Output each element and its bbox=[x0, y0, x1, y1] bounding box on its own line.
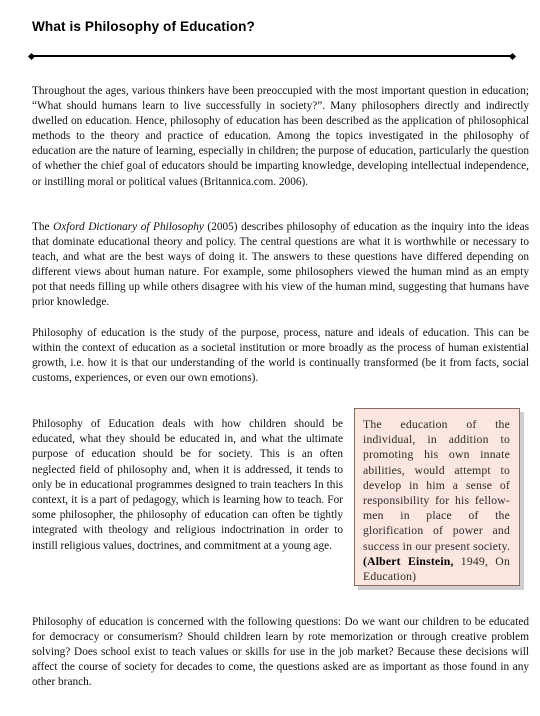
quote-text: The education of the individual, in addition to promoting his own innate abilities, would attempt to develop in him a sense of responsibility for his fellow-men in place of the glorification of power and success in our present society. bbox=[363, 418, 510, 553]
title-divider bbox=[32, 55, 512, 57]
paragraph-children-education: Philosophy of Education deals with how children should be educated, what they should be educated in, and what the ultimate purpose of education should be for society. This is an often neglected field of philosophy and, when it is addressed, it tends to only be in educational programmes designed to train teachers In this context, it is a part of pedagogy, which is learning how to teach. For some philosopher, the philosophy of education can often be tightly integrated with theology and religious indoctrination in order to instill religious values, doctrines, and commitment at a young age. bbox=[32, 418, 343, 552]
paragraph-oxford-lead: The bbox=[32, 221, 54, 233]
einstein-quote-box bbox=[354, 408, 520, 586]
page-title: What is Philosophy of Education? bbox=[32, 19, 255, 34]
paragraph-oxford-definition bbox=[32, 220, 529, 311]
paragraph-study-definition: Philosophy of education is the study of the purpose, process, nature and ideals of education. This can be within the context of education as a societal institution or more broadly as the process of human existential growth, i.e. how it is that our understanding of the world is continually transformed (be it from facts, social customs, experiences, or even our own emotions). bbox=[32, 327, 529, 385]
paragraph-intro: Throughout the ages, various thinkers have been preoccupied with the most important question in education; “What should humans learn to live successfully in society?”. Many philosophers directly and indirectly dwelled on education. Hence, philosophy of education has been described as the application of philosophical methods to the theory and practice of education. Among the topics investigated in the philosophy of education are the nature of learning, especially in children; the purpose of education, particularly the question of whether the chief goal of educators should be imparting knowledge, developing intellectual independence, or instilling moral or political values (Britannica.com. 2006). bbox=[32, 85, 529, 188]
quote-source: 1949, On Education) bbox=[363, 554, 510, 584]
quote-author: (Albert Einstein, bbox=[363, 554, 454, 568]
paragraph-questions: Philosophy of education is concerned with the following questions: Do we want our children to be educated for democracy or consumerism? Should children learn by rote memorization or through creative problem solving? Does school exist to teach values or skills for use in the job market? Because these decisions will affect the course of society for decades to come, the questions asked are as important as those found in any other branch. bbox=[32, 616, 529, 689]
rule-right-diamond bbox=[509, 52, 516, 59]
oxford-dictionary-title: Oxford Dictionary of Philosophy bbox=[53, 221, 204, 233]
paragraph-oxford-body: (2005) describes philosophy of education as the inquiry into the ideas that dominate educational theory and policy. The central questions are what it is worthwhile or necessary to teach, and what are the best ways of doing it. The answers to these questions have differed depending on different views about human nature. For example, some philosophers viewed the human mind as an empty pot that needs filling up while others disagree with his view of the human mind, suggesting that humans have prior knowledge. bbox=[32, 221, 529, 309]
